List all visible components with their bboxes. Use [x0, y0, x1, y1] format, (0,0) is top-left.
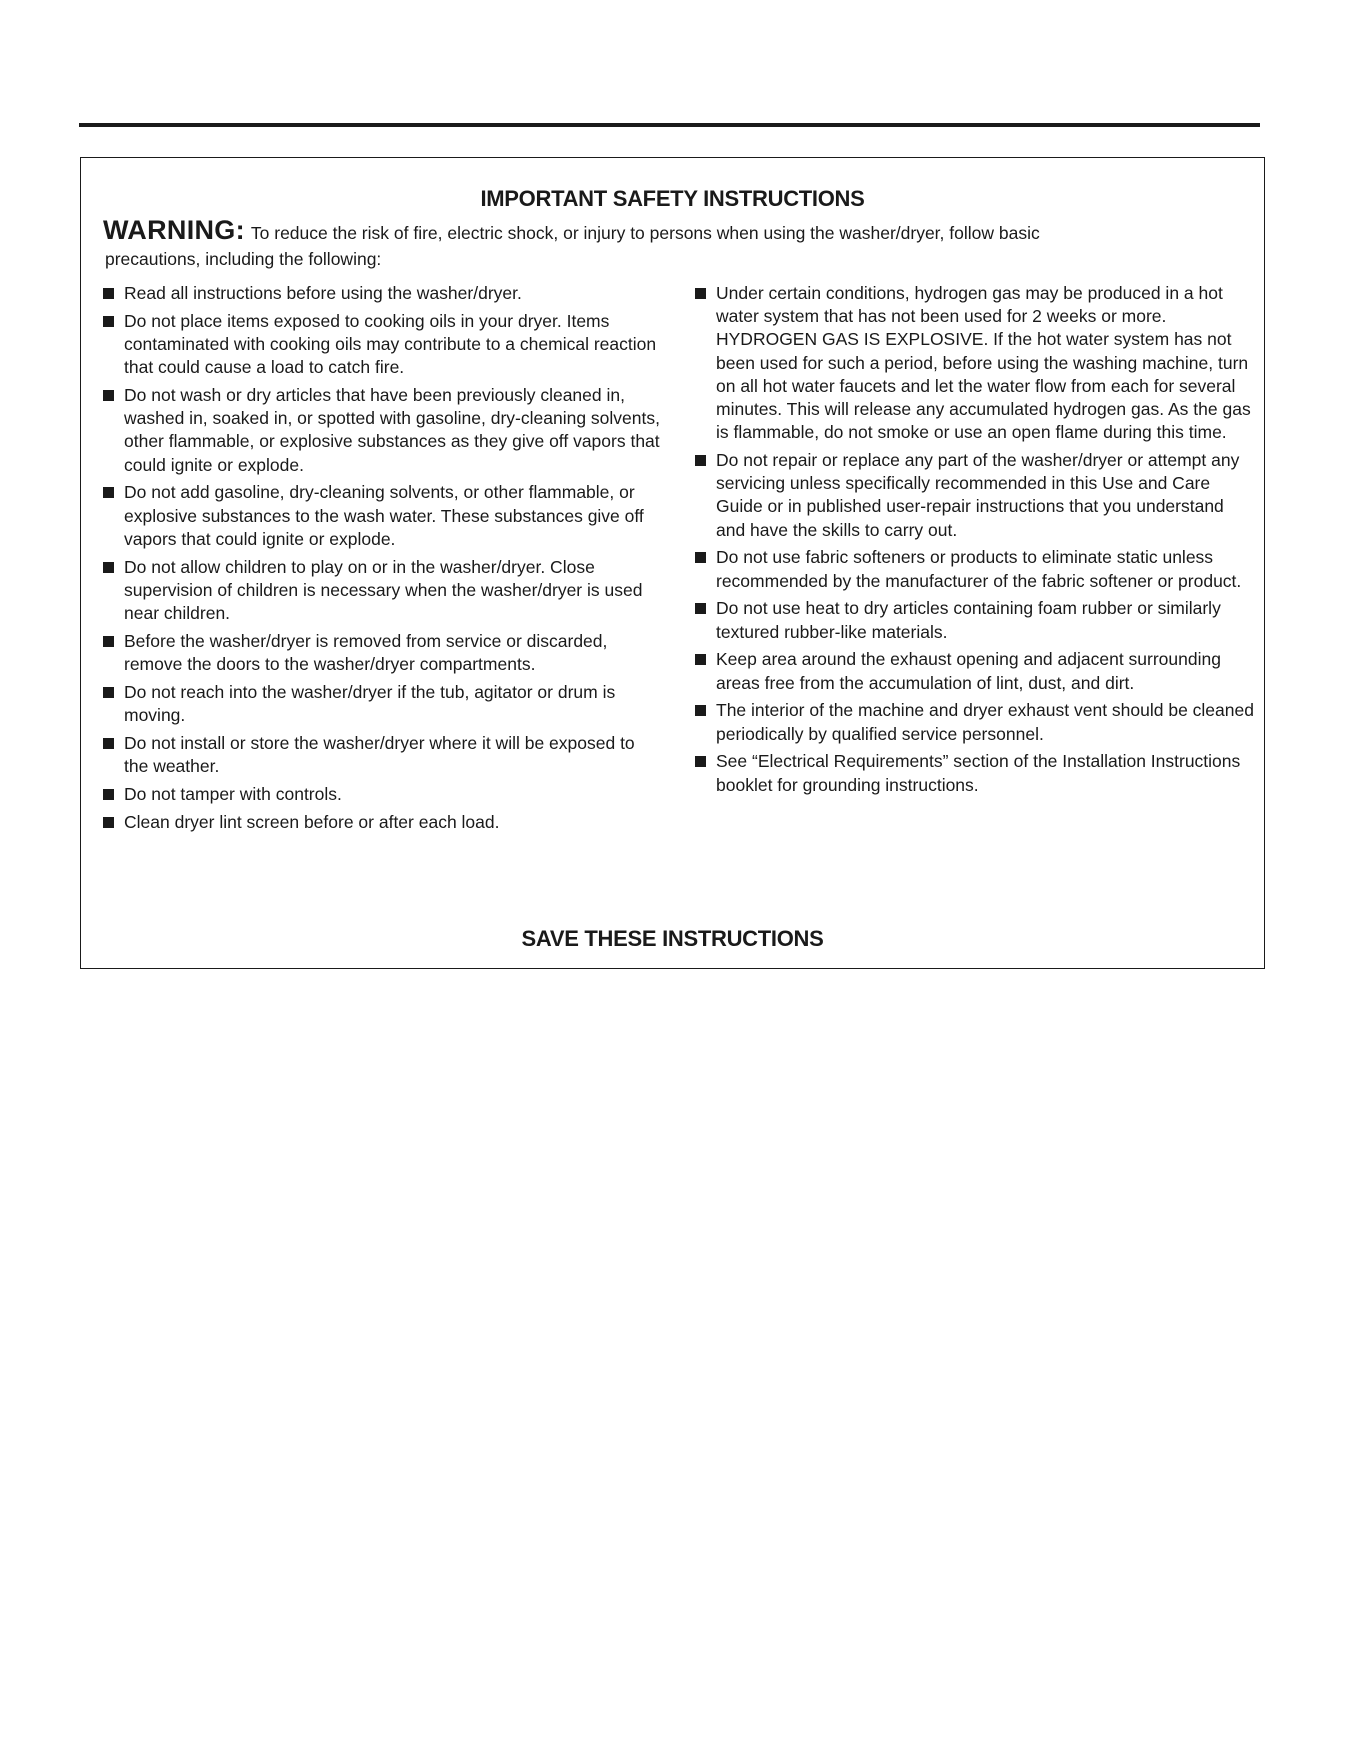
list-item	[103, 811, 663, 834]
list-item-text: Do not allow children to play on or in the washer/dryer. Close supervision of children is necessary when the washer/dryer is used near children.	[124, 556, 643, 624]
list-item	[695, 449, 1255, 542]
square-bullet-icon	[695, 288, 706, 299]
list-item	[695, 750, 1255, 796]
list-item	[103, 681, 663, 727]
list-item-text: Do not tamper with controls.	[124, 783, 342, 804]
warning-label: WARNING:	[103, 215, 245, 245]
list-item	[103, 384, 663, 477]
square-bullet-icon	[103, 562, 114, 573]
square-bullet-icon	[103, 687, 114, 698]
warning-text-continued: precautions, including the following:	[105, 249, 382, 269]
warning-block	[103, 215, 1253, 271]
square-bullet-icon	[103, 636, 114, 647]
list-item-text: The interior of the machine and dryer exhaust vent should be cleaned periodically by qualified service personnel.	[716, 700, 1254, 744]
list-item-text: Read all instructions before using the washer/dryer.	[124, 283, 522, 303]
warning-line	[103, 215, 1253, 248]
list-item	[695, 546, 1255, 592]
list-item	[695, 282, 1255, 444]
square-bullet-icon	[103, 738, 114, 749]
list-item-text: Do not place items exposed to cooking oils in your dryer. Items contaminated with cooking oils may contribute to a chemical reaction that could cause a load to catch fire.	[124, 310, 657, 378]
square-bullet-icon	[695, 705, 706, 716]
list-item	[695, 699, 1255, 745]
square-bullet-icon	[103, 288, 114, 299]
list-item	[103, 310, 663, 380]
list-item-text: Clean dryer lint screen before or after each load.	[124, 811, 500, 832]
square-bullet-icon	[103, 487, 114, 498]
square-bullet-icon	[695, 654, 706, 665]
list-item-text: Under certain conditions, hydrogen gas may be produced in a hot water system that has not been used for 2 weeks or more. HYDROGEN GAS IS EXPLOSIVE. If the hot water system has not been used for such a period, before using the washing machine, turn on all hot water faucets and let the water flow from each for several minutes. This will release any accumulated hydrogen gas. As the gas is flammable, do not smoke or use an open flame during this time.	[716, 283, 1251, 443]
list-item	[103, 732, 663, 778]
safety-instructions-box	[80, 157, 1265, 969]
list-item-text: Do not use heat to dry articles containing foam rubber or similarly textured rubber-like materials.	[716, 598, 1221, 642]
square-bullet-icon	[103, 789, 114, 800]
list-item-text: Do not reach into the washer/dryer if the tub, agitator or drum is moving.	[124, 681, 616, 726]
square-bullet-icon	[103, 817, 114, 828]
list-item	[103, 556, 663, 626]
list-item	[103, 282, 663, 305]
list-item-text: Do not repair or replace any part of the washer/dryer or attempt any servicing unless specifically recommended in this Use and Care Guide or in published user-repair instructions that you understand and have the skills to carry out.	[716, 450, 1240, 540]
right-column-list	[695, 282, 1255, 801]
list-item	[695, 597, 1255, 643]
list-item	[103, 630, 663, 676]
square-bullet-icon	[103, 390, 114, 401]
list-item	[695, 648, 1255, 694]
list-item	[103, 481, 663, 551]
square-bullet-icon	[695, 552, 706, 563]
list-item-text: Before the washer/dryer is removed from service or discarded, remove the doors to the washer/dryer compartments.	[124, 630, 608, 675]
list-item-text: See “Electrical Requirements” section of the Installation Instructions booklet for grounding instructions.	[716, 751, 1241, 795]
warning-text: To reduce the risk of fire, electric shock, or injury to persons when using the washer/dryer, follow basic	[250, 223, 1040, 243]
left-column-list	[103, 282, 663, 838]
square-bullet-icon	[695, 603, 706, 614]
square-bullet-icon	[695, 455, 706, 466]
list-item-text: Do not install or store the washer/dryer where it will be exposed to the weather.	[124, 732, 635, 777]
list-item-text: Do not wash or dry articles that have been previously cleaned in, washed in, soaked in, or spotted with gasoline, dry-cleaning solvents, other flammable, or explosive substances as they give off vapors that could ignite or explode.	[124, 385, 660, 475]
list-item-text: Do not use fabric softeners or products to eliminate static unless recommended by the manufacturer of the fabric softener or product.	[716, 547, 1242, 591]
save-instructions-title: SAVE THESE INSTRUCTIONS	[521, 926, 824, 951]
list-item-text: Keep area around the exhaust opening and adjacent surrounding areas free from the accumulation of lint, dust, and dirt.	[716, 649, 1221, 693]
box-title: IMPORTANT SAFETY INSTRUCTIONS	[480, 186, 865, 211]
list-item	[103, 783, 663, 806]
square-bullet-icon	[695, 756, 706, 767]
top-rule	[79, 123, 1260, 127]
list-item-text: Do not add gasoline, dry-cleaning solvents, or other flammable, or explosive substances to the wash water. These substances give off vapors that could ignite or explode.	[124, 482, 644, 549]
square-bullet-icon	[103, 316, 114, 327]
